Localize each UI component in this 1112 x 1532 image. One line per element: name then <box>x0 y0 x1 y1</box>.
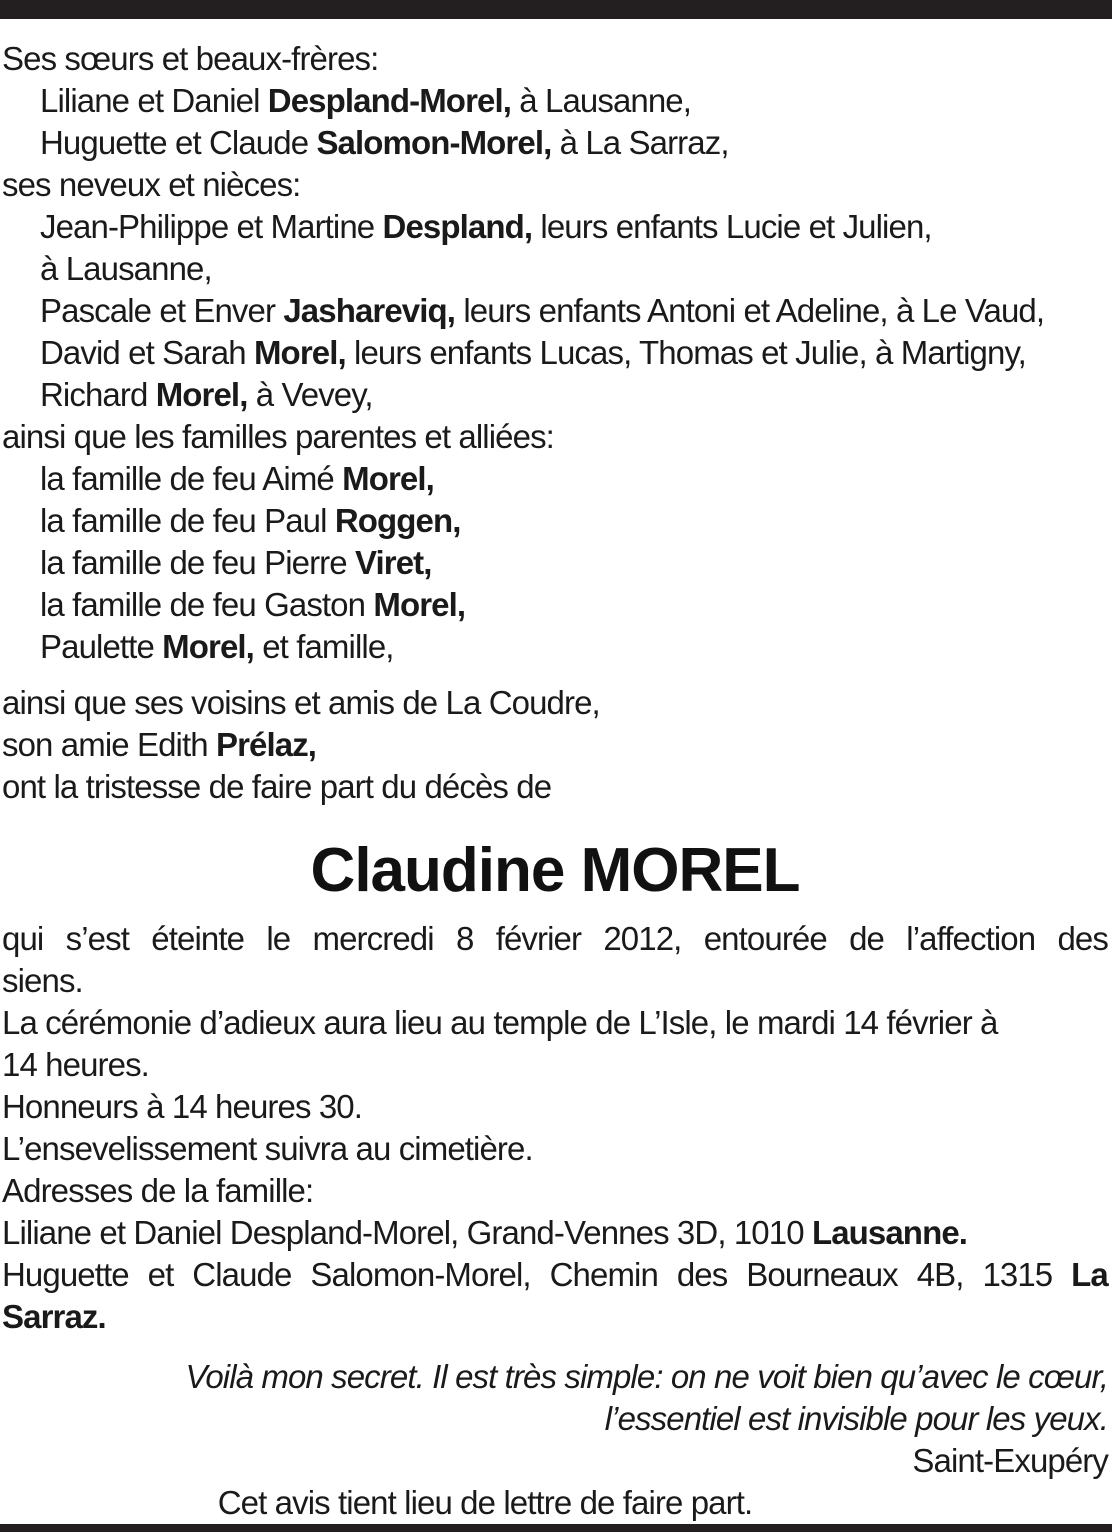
address-line-end: Sarraz. <box>2 1298 106 1335</box>
addresses-intro: Adresses de la famille: <box>2 1172 314 1209</box>
family-line: la famille de feu Pierre Viret, <box>40 544 432 581</box>
family-line: la famille de feu Gaston Morel, <box>40 586 466 623</box>
quote-line: l’essentiel est invisible pour les yeux. <box>604 1400 1108 1437</box>
bottom-rule <box>0 1524 1112 1532</box>
quote <box>2 1356 1108 1440</box>
death-date-line-end: siens. <box>2 962 83 999</box>
address-line: Huguette et Claude Salomon-Morel, Chemin des Bourneaux 4B, 1315 La <box>2 1256 1108 1293</box>
nephews-intro: ses neveux et nièces: <box>2 166 301 203</box>
honors-line: Honneurs à 14 heures 30. <box>2 1088 362 1125</box>
announcement-line: ont la tristesse de faire part du décès de <box>2 768 552 805</box>
top-rule <box>0 0 1112 19</box>
ceremony-line: La cérémonie d’adieux aura lieu au temple de L’Isle, le mardi 14 février à <box>2 1004 998 1041</box>
siblings-intro: Ses sœurs et beaux-frères: <box>2 40 379 77</box>
address-line: Liliane et Daniel Despland-Morel, Grand-Vennes 3D, 1010 Lausanne. <box>2 1214 968 1251</box>
family-line: la famille de feu Aimé Morel, <box>40 460 434 497</box>
nephew-line: Richard Morel, à Vevey, <box>40 376 373 413</box>
spacer <box>2 668 1108 682</box>
deceased-name: Claudine MOREL <box>310 836 800 905</box>
nephew-line: David et Sarah Morel, leurs enfants Lucas, Thomas et Julie, à Martigny, <box>40 334 1026 371</box>
families-intro: ainsi que les familles parentes et alliées: <box>2 418 554 455</box>
burial-line: L’ensevelissement suivra au cimetière. <box>2 1130 533 1167</box>
nephew-line: Jean-Philippe et Martine Despland, leurs enfants Lucie et Julien, <box>40 208 932 245</box>
neighbors-line: ainsi que ses voisins et amis de La Coudre, <box>2 684 600 721</box>
death-date-line: qui s’est éteinte le mercredi 8 février 2012, entourée de l’affection des <box>2 920 1108 957</box>
family-line: Paulette Morel, et famille, <box>40 628 394 665</box>
closing-line: Cet avis tient lieu de lettre de faire part. <box>217 1484 753 1521</box>
quote-line: Voilà mon secret. Il est très simple: on ne voit bien qu’avec le cœur, <box>185 1358 1108 1395</box>
obituary-notice <box>2 38 1108 1524</box>
family-line: la famille de feu Paul Roggen, <box>40 502 461 539</box>
nephew-line: à Lausanne, <box>40 250 212 287</box>
sibling-line: Huguette et Claude Salomon-Morel, à La Sarraz, <box>40 124 729 161</box>
quote-author: Saint-Exupéry <box>912 1442 1108 1479</box>
ceremony-line-end: 14 heures. <box>2 1046 149 1083</box>
nephew-line: Pascale et Enver Jashareviq, leurs enfants Antoni et Adeline, à Le Vaud, <box>40 292 1045 329</box>
sibling-line: Liliane et Daniel Despland-Morel, à Lausanne, <box>40 82 692 119</box>
friend-line: son amie Edith Prélaz, <box>2 726 317 763</box>
